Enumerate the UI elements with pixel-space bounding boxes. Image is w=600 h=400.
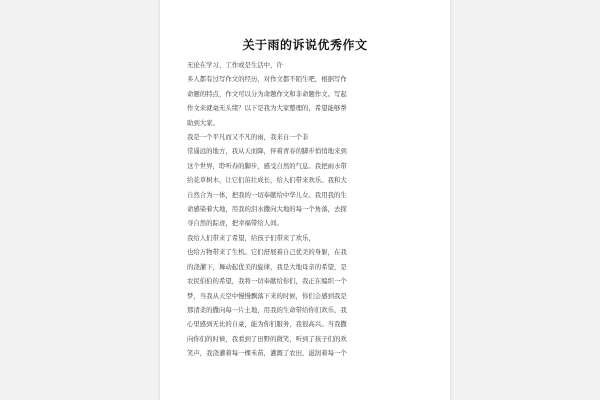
document-title: 关于雨的诉说优秀作文 (242, 38, 368, 52)
paragraph-line: 向你们的时候，我看到了田野的微笑，听到了孩子们的欢 (187, 334, 347, 343)
paragraph-line: 多人都有过写作文的经历，对作文都不陌生吧，根据写作 (187, 75, 347, 84)
paragraph-line: 寻自然的踪迹，把幸福带给人间。 (187, 219, 283, 228)
paragraph-line: 笑声，我浇灌着每一棵禾苗，灌溉了农田，滋润着每一个 (187, 349, 347, 358)
paragraph-line: 我给人们带来了希望，给孩子们带来了欢乐， (187, 233, 315, 242)
paragraph-line: 常遥远的地方，我从天而降，伴着青春的脚步悄悄地来到 (187, 147, 347, 156)
paragraph-line: 命题的特点，作文可以分为命题作文和非命题作文。写起 (187, 89, 347, 98)
document-page (160, 0, 450, 400)
document-body (187, 58, 417, 361)
paragraph-line: 作文来就毫无头绪？以下是我为大家整理的，希望能够帮 (187, 104, 347, 113)
paragraph-line: 也给万物带来了生机。它们舒展着自己优美的身躯，在我 (187, 248, 347, 257)
paragraph-line: 命感染着大地，用我的泪水撒向大地的每一个角落，去探 (187, 205, 347, 214)
paragraph-line: 这个世界，聆听春的脚步，感受自然的气息。我把雨水带 (187, 161, 347, 170)
paragraph-line: 农民伯伯的希望，我将一切奉献给你们，我正在编织一个 (187, 277, 347, 286)
paragraph-line: 的浇灌下，舞动起优美的旋律，我是大地母亲的希望，是 (187, 262, 347, 271)
paragraph-line: 自然合为一体，把我的一切奉献给中华儿女。我用我的生 (187, 190, 347, 199)
paragraph-line: 梦，当我从天空中慢慢飘落下来的时候，你们会感到我是 (187, 291, 347, 300)
paragraph-line: 助到大家。 (187, 118, 219, 127)
paragraph-line: 我是一个平凡而又不凡的雨，我来自一个非 (187, 133, 309, 142)
paragraph-line: 那清柔的撒向每一片土地，用我的生命带给你们欢乐，我 (187, 305, 347, 314)
paragraph-line: 心里感到无比的自豪，能为你们服务，我很高兴。当我撒 (187, 320, 347, 329)
paragraph-line: 无论在学习、工作或是生活中，许 (187, 61, 283, 69)
paragraph-line: 给花草树木，让它们茁壮成长，给人们带来欢乐。我和大 (187, 176, 347, 185)
